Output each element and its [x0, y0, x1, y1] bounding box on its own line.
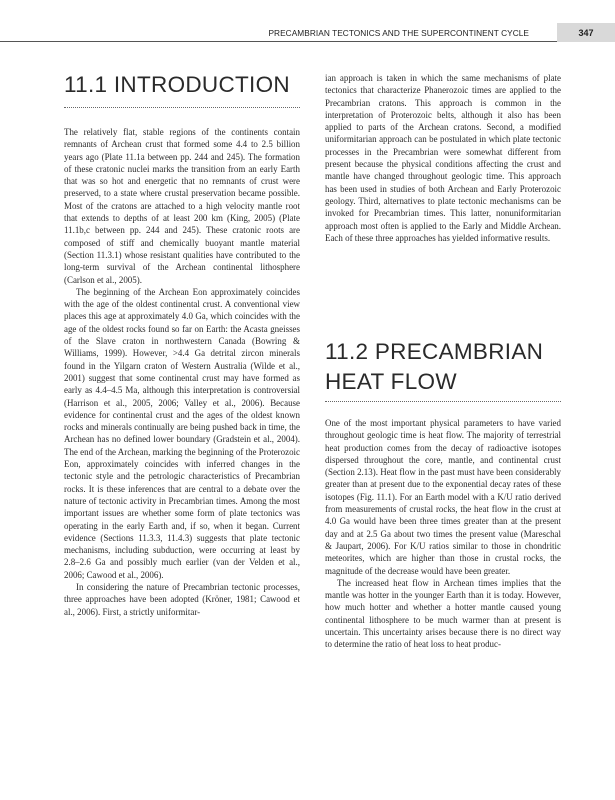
section-title-introduction: 11.1 INTRODUCTION — [64, 72, 290, 97]
paragraph: The increased heat flow in Archean times implies that the mantle was hotter in the younger Earth than it is today. However, how much hotter and whether a hotter mantle caused young continental lithosphere to be much warmer than at present is uncertain. This uncertainty arises because there is no direct way to determine the ratio of heat loss to heat produc- — [325, 577, 561, 650]
paragraph: One of the most important physical parameters to have varied throughout geologic time is heat flow. The majority of terrestrial heat production comes from the decay of radioactive isotopes dispersed throughout the core, mantle, and continental crust (Section 2.13). Heat flow in the past must have been considerably greater than at present due to the exponential decay rates of these isotopes (Fig. 11.1). For an Earth model with a K/U ratio derived from measurements of crustal rocks, the heat flow in the crust at 4.0 Ga would have been three times greater than at the present day and at 2.5 Ga about two times the present value (Mareschal & Jaupart, 2006). For K/U ratios similar to those in chondritic meteorites, which are higher than those in crustal rocks, the magnitude of the decrease would have been greater. — [325, 418, 561, 576]
paragraph-continuation: ian approach is taken in which the same mechanisms of plate tectonics that characterize Phanerozoic times are applied to the Precambrian cratons. This approach is common in the interpretation of Proterozoic belts, although it also has been applied to parts of the Archean cratons. Second, a modified uniformitarian approach can be postulated in which plate tectonic processes in the Precambrian were somewhat different from present because the physical conditions affecting the crust and mantle have changed throughout geologic time. This approach has been used in studies of both Archean and Early Proterozoic geology. Third, alternatives to plate tectonic mechanisms can be invoked for Precambrian times. This latter, nonuniformitarian approach most often is applied to the Early and Middle Archean. Each of these three approaches has yielded informative results. — [325, 73, 561, 243]
page-header — [0, 0, 615, 42]
section-title-heat-flow: 11.2 PRECAMBRIAN HEAT FLOW — [325, 339, 544, 394]
right-column-bottom — [325, 417, 561, 651]
right-column-top — [325, 72, 561, 244]
paragraph: The beginning of the Archean Eon approximately coincides with the age of the oldest continental crust. A conventional view places this age at approximately 4.0 Ga, which coincides with the age of the oldest rocks found so far on Earth: the Acasta gneisses of the Slave craton in northwestern Canada (Bowring & Williams, 1999). However, >4.4 Ga detrital zircon minerals found in the Yilgarn craton of Western Australia (Wilde et al., 2001) suggest that some continental crust may have formed as early as 4.4–4.5 Ma, although this interpretation is controversial (Harrison et al., 2005, 2006; Valley et al., 2006). Because evidence for continental crust and the ages of the oldest known rocks and minerals continually are being pushed back in time, the Archean has no defined lower boundary (Gradstein et al., 2004). The end of the Archean, marking the beginning of the Proterozoic Eon, approximately coincides with inferred changes in the tectonic style and the petrologic characteristics of Precambrian rocks. It is these inferences that are central to a debate over the nature of tectonic activity in Precambrian times. Among the most important issues are whether some form of plate tectonics was operating in the early Earth and, if so, when it began. Current evidence (Sections 11.3.3, 11.4.3) suggests that plate tectonic mechanisms, including subduction, were occurring at least by 2.8–2.6 Ga and possibly much earlier (van der Velden et al., 2006; Cawood et al., 2006). — [64, 286, 300, 580]
running-head: PRECAMBRIAN TECTONICS AND THE SUPERCONTINENT CYCLE — [268, 28, 529, 38]
page-number: 347 — [557, 23, 615, 42]
title-dotted-rule — [64, 107, 300, 108]
paragraph: In considering the nature of Precambrian tectonic processes, three approaches have been adopted (Kröner, 1981; Cawood et al., 2006). First, a strictly uniformitar- — [64, 581, 300, 617]
left-column — [64, 126, 300, 618]
title-dotted-rule — [325, 401, 561, 402]
paragraph: The relatively flat, stable regions of the continents contain remnants of Archean crust that formed some 4.4 to 2.5 billion years ago (Plate 11.1a between pp. 244 and 245). The formation of these cratonic nuclei marks the transition from an early Earth that was so hot and energetic that no remnants of crust were preserved, to a state where crustal preservation became possible. Most of the cratons are attached to a high velocity mantle root that extends to depths of at least 200 km (King, 2005) (Plate 11.1b,c between pp. 244 and 245). These cratonic roots are composed of stiff and chemically buoyant mantle material (Section 11.3.1) whose resistant qualities have contributed to the long-term survival of the Archean continental lithosphere (Carlson et al., 2005). — [64, 127, 300, 285]
